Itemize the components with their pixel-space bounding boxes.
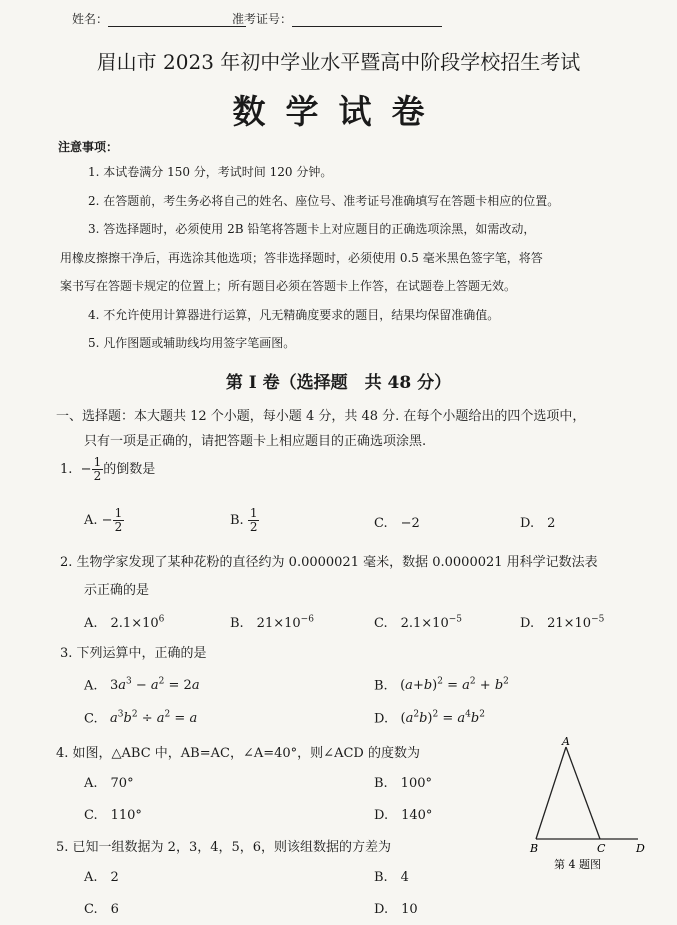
side-ab	[536, 747, 566, 839]
q1-number: 1.	[60, 462, 73, 477]
q1-a-den: 2	[114, 520, 123, 534]
q2-option-b	[230, 612, 314, 631]
note-5: 5. 凡作图题或辅助线均用签字笔画图。	[88, 336, 296, 350]
q2-c-text: C. 2.1×10	[374, 616, 449, 631]
note-4: 4. 不允许使用计算器进行运算，凡无精确度要求的题目，结果均保留准确值。	[88, 308, 500, 322]
q4-option-c: C. 110°	[84, 808, 142, 823]
q3-option-d	[374, 710, 485, 726]
q3-option-c	[84, 710, 197, 726]
q3-c-label: C.	[84, 711, 98, 727]
id-field	[232, 10, 442, 27]
vertex-b-label: B	[530, 842, 539, 855]
q5-option-a: A. 2	[84, 870, 119, 885]
part1-line1: 一、选择题：本大题共 12 个小题，每小题 4 分，共 48 分. 在每个小题给出的四个选项中，	[56, 409, 586, 424]
question-4: 4. 如图，△ABC 中，AB=AC，∠A=40°，则∠ACD 的度数为	[56, 746, 420, 761]
q3-b-expr: $(a+b)^2 = a^2 + b^2$	[400, 677, 509, 694]
q3-c-expr: $a^3b^2 \div a^2 = a$	[110, 710, 198, 727]
question-5: 5. 已知一组数据为 2，3，4，5，6，则该组数据的方差为	[56, 840, 392, 855]
q4-option-d: D. 140°	[374, 808, 433, 823]
q1-b-label: B.	[230, 513, 244, 528]
vertex-c-label: C	[597, 842, 606, 855]
part1-line2: 只有一项是正确的，请把答题卡上相应题目的正确选项涂黑.	[84, 434, 427, 449]
q1-option-b	[230, 507, 259, 534]
q4-option-a: A. 70°	[84, 776, 134, 791]
q1-fraction	[92, 456, 104, 483]
q3-d-label: D.	[374, 711, 389, 727]
note-3b: 用橡皮擦擦干净后，再选涂其他选项；答非选择题时，必须使用 0.5 毫米黑色签字笔，将答	[60, 251, 543, 265]
q2-d-text: D. 21×10	[520, 616, 592, 631]
q1-b-den: 2	[249, 520, 258, 534]
q2-option-d	[520, 612, 604, 631]
q3-option-a	[84, 677, 200, 693]
exam-title: 眉山市 2023 年初中学业水平暨高中阶段学校招生考试	[96, 50, 581, 74]
q1-a-fraction	[113, 507, 125, 534]
question-3: 3. 下列运算中，正确的是	[60, 646, 207, 661]
name-field	[72, 10, 246, 27]
q1-b-fraction	[248, 507, 260, 534]
q1-frac-num: 1	[93, 455, 102, 469]
q3-d-expr: $(a^2b)^2 = a^4b^2$	[400, 710, 485, 727]
triangle-figure	[520, 735, 650, 875]
q1-option-a	[84, 507, 124, 534]
note-1: 1. 本试卷满分 150 分，考试时间 120 分钟。	[88, 165, 333, 179]
question-2-line1: 2. 生物学家发现了某种花粉的直径约为 0.0000021 毫米，数据 0.0000021 用科学记数法表	[60, 555, 598, 570]
q1-option-c: C. −2	[374, 516, 420, 531]
q1-a-label: A.	[84, 513, 98, 528]
section-title: 第 Ⅰ 卷（选择题 共 48 分）	[225, 373, 452, 393]
note-3a: 3. 答选择题时，必须使用 2B 铅笔将答题卡上对应题目的正确选项涂黑，如需改动，	[88, 222, 536, 236]
q5-option-b: B. 4	[374, 870, 409, 885]
point-d-label: D	[636, 842, 645, 855]
q3-b-label: B.	[374, 678, 388, 694]
q4-option-b: B. 100°	[374, 776, 432, 791]
id-label: 准考证号：	[232, 12, 293, 26]
side-ac	[566, 747, 600, 839]
q2-d-exp: −5	[591, 614, 605, 625]
name-label: 姓名：	[72, 12, 109, 26]
vertex-a-label: A	[562, 735, 570, 748]
q1-option-d: D. 2	[520, 516, 556, 531]
note-2: 2. 在答题前，考生务必将自己的姓名、座位号、准考证号准确填写在答题卡相应的位置。	[88, 194, 560, 208]
note-3c: 案书写在答题卡规定的位置上；所有题目必须在答题卡上作答，在试题卷上答题无效。	[60, 279, 517, 293]
q2-option-c	[374, 612, 462, 631]
q2-b-exp: −6	[300, 614, 314, 625]
q2-a-exp: 6	[158, 614, 165, 625]
q2-a-text: A. 2.1×10	[84, 616, 159, 631]
q5-option-d: D. 10	[374, 902, 418, 917]
q1-a-sign: −	[101, 513, 113, 528]
q3-a-label: A.	[84, 678, 98, 694]
figure-caption: 第 4 题图	[554, 858, 601, 871]
q3-a-expr: $3a^3 - a^2 = 2a$	[109, 677, 200, 694]
q2-c-exp: −5	[448, 614, 463, 625]
q1-text: 的倒数是	[103, 462, 156, 477]
q1-sign: −	[80, 462, 92, 477]
q1-b-num: 1	[249, 506, 258, 520]
q2-option-a	[84, 612, 164, 631]
q1-a-num: 1	[114, 506, 123, 520]
name-underline	[108, 14, 246, 27]
q5-option-c: C. 6	[84, 902, 119, 917]
id-underline	[292, 14, 442, 27]
question-1	[60, 456, 155, 483]
q2-b-text: B. 21×10	[230, 616, 301, 631]
q1-frac-den: 2	[93, 469, 102, 483]
question-2-line2: 示正确的是	[84, 583, 150, 598]
paper-title: 数学试卷	[232, 92, 445, 131]
q3-option-b	[374, 677, 509, 693]
notes-heading: 注意事项：	[58, 140, 119, 154]
